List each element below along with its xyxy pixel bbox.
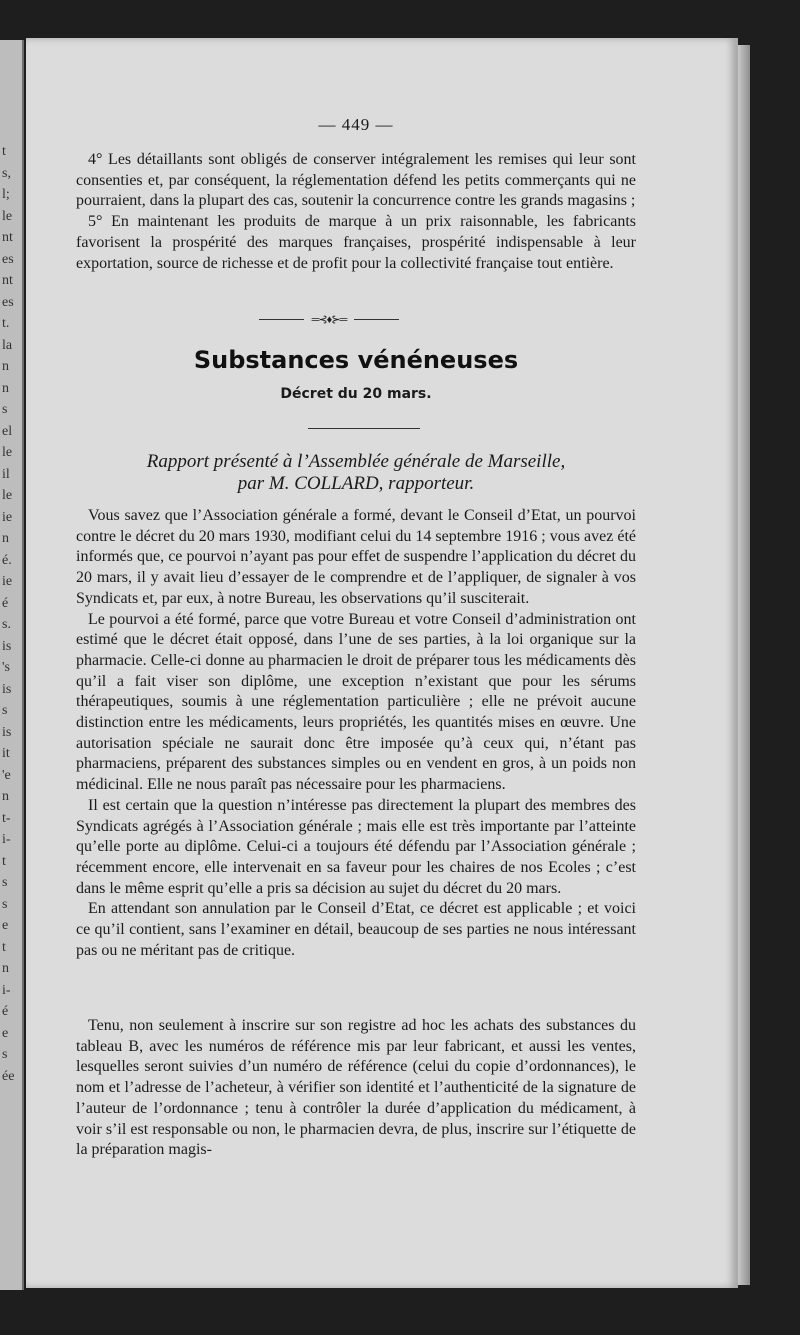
facing-page-fragment: is bbox=[2, 724, 12, 740]
page-stack-edge bbox=[738, 45, 750, 1285]
facing-page-fragment: é bbox=[2, 595, 9, 611]
body-paragraph: En attendant son annulation par le Conseil d’Etat, ce décret est applicable ; et voici ce qu’il contient, sans l’examiner en détail, beaucoup de ses parties ne nous intéressant pas ou ne méritant pas de critique. bbox=[76, 900, 636, 959]
separator-ornament: ═⊰♦⊱═ bbox=[259, 313, 399, 325]
facing-page-fragment: nt bbox=[2, 273, 13, 288]
facing-page-fragment: ie bbox=[2, 574, 13, 589]
facing-page-fragment: i- bbox=[2, 832, 11, 847]
facing-page-fragment: le bbox=[2, 445, 13, 460]
facing-page-fragment: el bbox=[2, 423, 13, 439]
facing-page-fragment: s, bbox=[2, 165, 11, 181]
facing-page-fragment: s bbox=[2, 703, 8, 718]
facing-page-fragment: s bbox=[2, 402, 8, 417]
facing-page-fragment: la bbox=[2, 337, 13, 353]
report-body bbox=[76, 506, 636, 961]
facing-page-fragment: n bbox=[2, 531, 9, 546]
report-title bbox=[76, 451, 636, 495]
facing-page-fragment: 'e bbox=[2, 767, 11, 783]
facing-page-fragment: n bbox=[2, 961, 9, 976]
facing-page-fragment: is bbox=[2, 681, 12, 697]
final-section bbox=[76, 1016, 636, 1161]
facing-page-fragment: n bbox=[2, 789, 9, 804]
facing-page-fragment: é. bbox=[2, 552, 12, 568]
facing-page-fragment: es bbox=[2, 251, 14, 267]
facing-page-fragment: ée bbox=[2, 1068, 15, 1084]
report-title-line-2: par M. COLLARD, rapporteur. bbox=[237, 473, 475, 494]
facing-page-fragment: is bbox=[2, 638, 12, 654]
body-paragraph: Le pourvoi a été formé, parce que votre Bureau et votre Conseil d’administration ont estimé que le décret était opposé, dans l’une de ses parties, à la loi organique sur la pharmacie. Celle-ci donne au pharmacien le droit de préparer tous les médicaments dès qu’il a fait viser son diplôme, une exception n’existant que pour les sérums thérapeutiques, soumis à une réglementation particulière ; elle ne prévoit aucune distinction entre les médicaments, leurs propriétés, les quantités mises en œuvre. Une autorisation spéciale ne saurait donc être imposée qu’à ceux qui, n’étant pas pharmaciens, préparent des substances simples ou en vendent en gros, à un poids non médicinal. Elle ne nous paraît pas nécessaire pour les pharmaciens. bbox=[76, 610, 636, 794]
facing-page-fragment: n bbox=[2, 380, 9, 396]
facing-page-fragment: le bbox=[2, 488, 13, 503]
facing-page-fragment: t bbox=[2, 939, 6, 955]
paragraph-5: 5° En maintenant les produits de marque à un prix raisonnable, les fabricants favorisent la prospérité des marques françaises, prospérité indispensable à leur exportation, source de richesse et de profit pour la collectivité française tout entière. bbox=[76, 213, 636, 272]
facing-page-fragment: e bbox=[2, 918, 9, 933]
facing-page-fragment: s bbox=[2, 875, 8, 890]
final-paragraph: Tenu, non seulement à inscrire sur son registre ad hoc les achats des substances du tableau B, avec les numéros de référence mis par leur fabricant, et aussi les ventes, lesquelles seront suivies d’un numéro de référence (celui du copie d’ordonnances), le nom et l’adresse de l’acheteur, à vérifier son identité et l’authenticité de la signature de l’auteur de l’ordonnance ; tenu à contrôler la durée d’application du médicament, à voir s’il est responsable ou non, le pharmacien devra, de plus, inscrire sur l’étiquette de la préparation magis- bbox=[76, 1017, 636, 1159]
facing-page-fragment: n bbox=[2, 359, 9, 374]
facing-page-fragment: it bbox=[2, 746, 10, 761]
facing-page-fragment: s bbox=[2, 896, 8, 912]
decree-subtitle: Décret du 20 mars. bbox=[280, 386, 432, 402]
section-title: Substances vénéneuses bbox=[193, 346, 519, 374]
facing-page-fragment: s bbox=[2, 1047, 8, 1062]
facing-page-fragment: l; bbox=[2, 187, 10, 202]
document-page bbox=[26, 38, 738, 1288]
facing-page-fragment: i- bbox=[2, 982, 11, 998]
body-paragraph: Vous savez que l’Association générale a formé, devant le Conseil d’Etat, un pourvoi contre le décret du 20 mars 1930, modifiant celui du 14 septembre 1916 ; vous avez été informés que, ce pourvoi n’ayant pas pour effet de suspendre l’application du décret du 20 mars, il y avait lieu d’essayer de le comprendre et de l’appliquer, de signaler à vos Syndicats et, par eux, à notre Bureau, les observations qu’il susciterait. bbox=[76, 507, 636, 607]
facing-page-fragment: t bbox=[2, 144, 6, 159]
page-number: — 449 — bbox=[318, 115, 394, 134]
body-paragraph: Il est certain que la question n’intéresse pas directement la plupart des membres des Syndicats agrégés à l’Association générale ; mais elle est très importante par l’atteinte qu’elle porte au diplôme. Celui-ci a toujours été défendu par l’Association générale ; récemment encore, elle intervenait en sa faveur pour les chaires de nos Ecoles ; c’est dans le même esprit qu’elle a pris sa décision au sujet du décret du 20 mars. bbox=[76, 796, 636, 897]
facing-page-fragment: le bbox=[2, 208, 13, 224]
facing-page-fragment: es bbox=[2, 294, 14, 310]
facing-page-fragment: s. bbox=[2, 617, 11, 632]
facing-page-fragment: e bbox=[2, 1025, 9, 1041]
facing-page-fragment: nt bbox=[2, 230, 13, 245]
facing-page-fragment: é bbox=[2, 1004, 9, 1019]
paragraph-4: 4° Les détaillants sont obligés de conserver intégralement les remises qui leur sont consenties et, par conséquent, la réglementation défend les petits commerçants qui ne pourraient, dans la plupart des cas, soutenir la concurrence contre les grands magasins ; bbox=[76, 151, 636, 210]
facing-page-fragment: ie bbox=[2, 509, 13, 525]
report-title-line-1: Rapport présenté à l’Assemblée générale de Marseille, bbox=[146, 451, 566, 472]
divider-rule bbox=[308, 428, 420, 429]
intro-section bbox=[76, 150, 636, 274]
facing-page-fragment: il bbox=[2, 466, 10, 482]
facing-page-fragment: t- bbox=[2, 810, 11, 826]
facing-page-edge bbox=[0, 40, 24, 1290]
facing-page-fragment: t. bbox=[2, 316, 10, 331]
facing-page-fragment: t bbox=[2, 853, 6, 869]
facing-page-fragment: 's bbox=[2, 660, 10, 675]
